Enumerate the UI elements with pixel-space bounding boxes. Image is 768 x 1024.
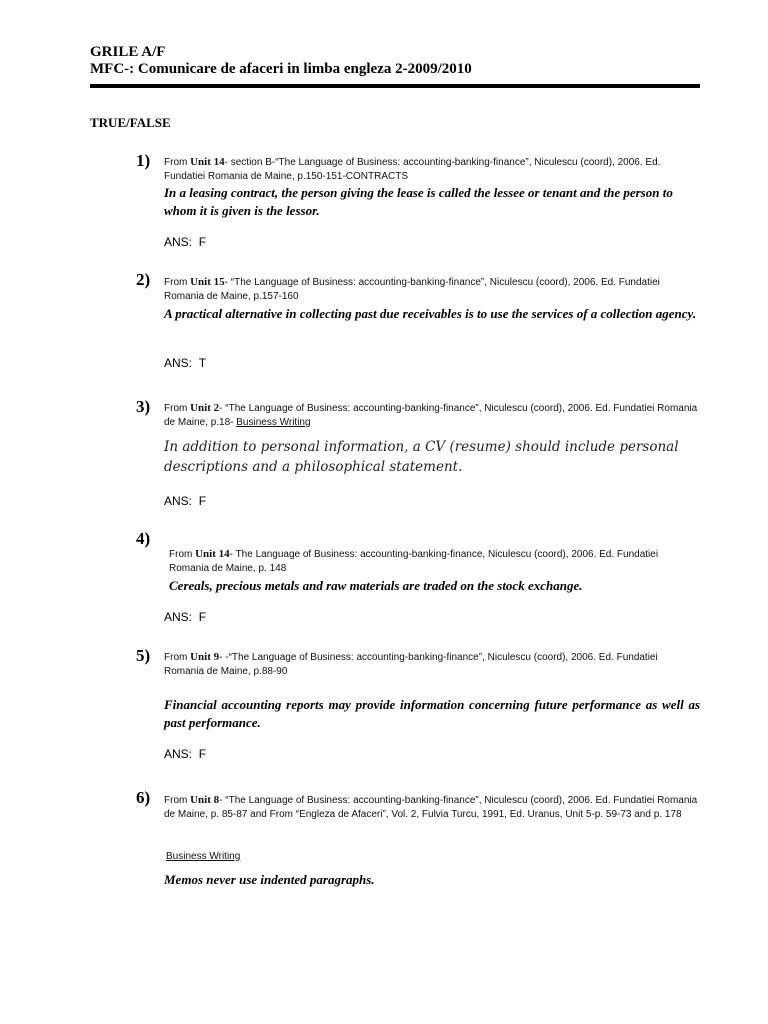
source-unit: Unit 8 bbox=[190, 794, 220, 806]
answer-label: ANS: bbox=[164, 356, 193, 370]
question-number-4: 4) bbox=[136, 529, 151, 548]
answer-value: F bbox=[198, 494, 207, 508]
source-prefix: From bbox=[164, 795, 191, 806]
question-number-3: 3) bbox=[136, 397, 151, 416]
question-statement-1: In a leasing contract, the person giving the lease is called the lessee or tenant and the person to whom it is given is the lessor. bbox=[164, 185, 673, 218]
answer-2 bbox=[164, 356, 206, 370]
header-course: MFC-: Comunicare de afaceri in limba engleza 2-2009/2010 bbox=[90, 61, 472, 77]
source-unit: Unit 14 bbox=[190, 156, 225, 168]
source-unit: Unit 15 bbox=[190, 276, 225, 288]
question-source-5 bbox=[164, 650, 700, 679]
section-title: TRUE/FALSE bbox=[90, 115, 171, 130]
question-source-2 bbox=[164, 275, 700, 304]
source-unit: Unit 9 bbox=[190, 651, 220, 663]
source-unit: Unit 14 bbox=[195, 548, 230, 560]
source-prefix: From bbox=[164, 277, 191, 288]
question-statement-6: Memos never use indented paragraphs. bbox=[164, 872, 375, 887]
source-text: - “The Language of Business: accounting-banking-finance”, Niculescu (coord), 2006. Ed. Fundatiei Romania de Maine, p.157-160 bbox=[164, 277, 660, 302]
header-title: GRILE A/F bbox=[90, 44, 166, 60]
question-number-6: 6) bbox=[136, 788, 151, 807]
answer-label: ANS: bbox=[164, 235, 193, 249]
source-text: - “The Language of Business: accounting-banking-finance”, Niculescu (coord), 2006. Ed. Fundatiei Romania de Maine, p. 85-87 and From “Engleza de Afaceri”, Vol. 2, Fulvia Turcu, 1991, Ed. Uranus, Unit 5-p. 59-73 and p. 178 bbox=[164, 795, 698, 820]
source-unit: Unit 2 bbox=[190, 402, 220, 414]
answer-value: F bbox=[198, 610, 207, 624]
header-divider bbox=[90, 84, 700, 88]
question-statement-5: Financial accounting reports may provide information concerning future performance as well as past performance. bbox=[164, 697, 700, 730]
answer-value: F bbox=[198, 235, 207, 249]
source-text: - -“The Language of Business: accounting-banking-finance”, Niculescu (coord), 2006. Ed. Fundatiei Romania de Maine, p.88-90 bbox=[164, 652, 658, 677]
answer-label: ANS: bbox=[164, 747, 193, 761]
answer-5 bbox=[164, 747, 206, 761]
answer-4 bbox=[164, 610, 206, 624]
answer-value: T bbox=[198, 356, 207, 370]
question-source-6 bbox=[164, 793, 700, 822]
question-number-2: 2) bbox=[136, 270, 151, 289]
source-prefix: From bbox=[164, 652, 191, 663]
source-prefix: From bbox=[169, 549, 196, 560]
question-source-4 bbox=[169, 547, 700, 576]
answer-1 bbox=[164, 235, 206, 249]
source-text: - section B-“The Language of Business: accounting-banking-finance”, Niculescu (coord), 2006. Ed. Fundatiei Romania de Maine, p.150-151-CONTRACTS bbox=[164, 157, 661, 182]
source-text: - “The Language of Business: accounting-banking-finance”, Niculescu (coord), 2006. Ed. Fundatiei Romania de Maine, p.18- bbox=[164, 403, 698, 428]
source-text: - The Language of Business: accounting-banking-finance, Niculescu (coord), 2006. Ed. Fundatiei Romania de Maine, p. 148 bbox=[169, 549, 659, 574]
question-statement-2: A practical alternative in collecting past due receivables is to use the services of a collection agency. bbox=[164, 306, 697, 321]
question-statement-3: In addition to personal information, a CV (resume) should include personal descriptions and a philosophical statement. bbox=[164, 439, 679, 475]
question-number-5: 5) bbox=[136, 646, 151, 665]
source-prefix: From bbox=[164, 157, 191, 168]
answer-label: ANS: bbox=[164, 610, 193, 624]
business-writing-label: Business Writing bbox=[236, 417, 311, 428]
question-statement-4: Cereals, precious metals and raw materials are traded on the stock exchange. bbox=[169, 578, 583, 593]
question-source-3 bbox=[164, 401, 700, 430]
answer-label: ANS: bbox=[164, 494, 193, 508]
question-number-1: 1) bbox=[136, 151, 151, 170]
answer-3 bbox=[164, 494, 206, 508]
question-source-1 bbox=[164, 155, 700, 184]
business-writing-subheading: Business Writing bbox=[166, 851, 241, 862]
answer-value: F bbox=[198, 747, 207, 761]
document-header bbox=[90, 44, 472, 78]
source-prefix: From bbox=[164, 403, 191, 414]
